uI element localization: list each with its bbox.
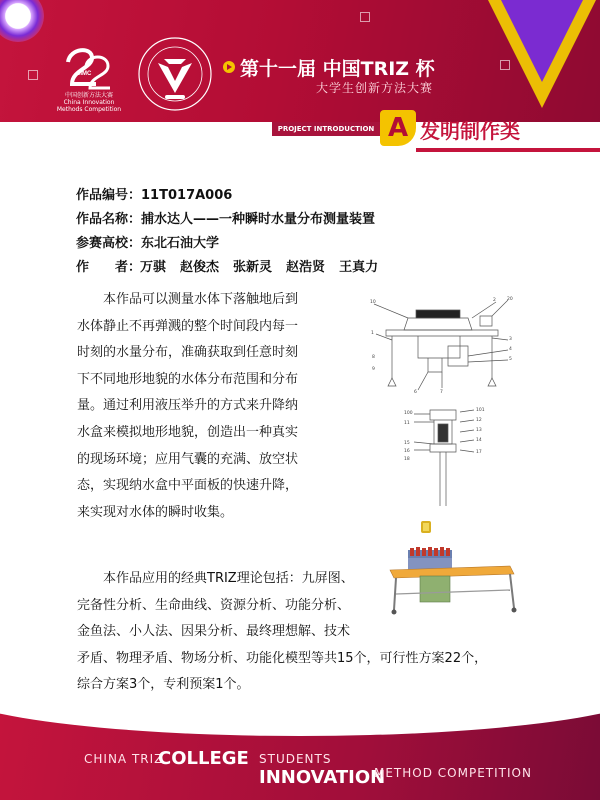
project-id-row — [76, 185, 392, 209]
callout-label: 13 — [476, 428, 482, 433]
description-paragraph — [77, 287, 339, 526]
callout-label: 16 — [404, 449, 410, 454]
author-name: 万骐 — [140, 260, 167, 275]
paragraph-line: 金鱼法、小人法、因果分析、最终理想解、技术 — [77, 624, 351, 640]
project-name-label: 作品名称： — [76, 212, 142, 227]
cimc-caption: 中国创新方法大赛 China Innovation Methods Competition — [56, 92, 122, 113]
category-label: 发明制作类 — [420, 119, 520, 143]
callout-label: 5 — [509, 357, 512, 362]
paragraph-line: 矛盾、物理矛盾、物场分析、功能化模型等共15个，可行性方案22个， — [77, 650, 488, 666]
callout-label: 4 — [509, 347, 512, 352]
callout-label: 14 — [476, 438, 482, 443]
author-name: 张新灵 — [233, 260, 273, 275]
paragraph-line: 完备性分析、生命曲线、资源分析、功能分析、 — [77, 597, 351, 613]
callout-label: 1 — [371, 331, 374, 336]
cimc-logo — [62, 44, 114, 94]
decorative-square — [500, 60, 510, 70]
callout-label: 2 — [493, 298, 496, 303]
paragraph-line: 本作品可以测量水体下落触地后到 — [77, 292, 299, 307]
footer-text-china-triz: CHINA TRIZ — [84, 752, 164, 766]
footer-curve — [0, 706, 600, 736]
competition-title: 第十一届 中国TRIZ 杯 — [240, 58, 435, 80]
paragraph-line: 来实现对水体的瞬时收集。 — [77, 504, 234, 520]
decorative-square — [360, 12, 370, 22]
callout-label: 8 — [372, 355, 375, 360]
author-name: 赵浩贤 — [286, 260, 326, 275]
paragraph-line: 的现场环境；应用气囊的充满、放空状 — [77, 451, 299, 467]
paragraph-line: 水盒来模拟地形地貌，创造出一种真实 — [77, 424, 299, 440]
competition-subtitle: 大学生创新方法大赛 — [316, 81, 434, 95]
category-letter-badge: A — [380, 110, 416, 146]
footer-text-innovation: INNOVATION — [259, 767, 386, 788]
cimc-mark: CIMC — [76, 71, 92, 77]
project-id-label: 作品编号： — [76, 188, 142, 203]
paragraph-line: 量。通过利用液压举升的方式来升降纳 — [77, 398, 299, 414]
callout-label: 9 — [372, 367, 375, 372]
device-3d-render — [386, 544, 518, 620]
callout-label: 7 — [440, 390, 443, 394]
author-name: 赵俊杰 — [180, 260, 220, 275]
paragraph-line: 态，实现纳水盒中平面板的快速升降， — [77, 478, 299, 494]
small-part-render — [418, 519, 434, 535]
competition-emblem — [136, 35, 214, 113]
decorative-square — [28, 70, 38, 80]
device-assembly-drawing — [368, 296, 516, 394]
lifting-mechanism-drawing — [400, 402, 490, 508]
authors-label: 作 者： — [76, 260, 142, 275]
callout-label: 18 — [404, 457, 410, 462]
school-row — [76, 233, 392, 257]
school-value: 东北石油大学 — [141, 236, 220, 251]
callout-label: 3 — [509, 337, 512, 342]
play-icon — [223, 61, 235, 73]
category-stripe — [416, 148, 600, 152]
callout-label: 20 — [507, 297, 513, 302]
footer-text-students: STUDENTS — [259, 752, 332, 766]
project-name-value: 捕水达人——一种瞬时水量分布测量装置 — [141, 212, 376, 227]
callout-label: 6 — [414, 390, 417, 394]
decorative-triangle-inner — [498, 0, 586, 82]
school-label: 参赛高校： — [76, 236, 142, 251]
paragraph-line: 综合方案3个，专利预案1个。 — [77, 677, 250, 693]
callout-label: 100 — [404, 411, 413, 416]
callout-label: 12 — [476, 418, 482, 423]
footer-text-method-competition: METHOD COMPETITION — [374, 766, 532, 780]
callout-label: 101 — [476, 408, 485, 413]
author-name: 王真力 — [339, 260, 379, 275]
authors-row — [76, 257, 392, 281]
callout-label: 10 — [370, 300, 376, 305]
project-name-row — [76, 209, 392, 233]
section-tag: PROJECT INTRODUCTION — [272, 122, 380, 136]
decorative-ring — [0, 0, 44, 42]
callout-label: 11 — [404, 421, 410, 426]
footer-text-college: COLLEGE — [158, 748, 249, 769]
callout-label: 15 — [404, 441, 410, 446]
project-id-value: 11T017A006 — [141, 188, 233, 203]
paragraph-line: 本作品应用的经典TRIZ理论包括：九屏图、 — [77, 571, 354, 586]
paragraph-line: 水体静止不再弹溅的整个时间段内每一 — [77, 318, 299, 334]
project-info — [76, 185, 392, 281]
paragraph-line: 时刻的水量分布，准确获取到任意时刻 — [77, 345, 299, 361]
callout-label: 17 — [476, 450, 482, 455]
paragraph-line: 下不同地形地貌的水体分布范围和分布 — [77, 371, 299, 387]
